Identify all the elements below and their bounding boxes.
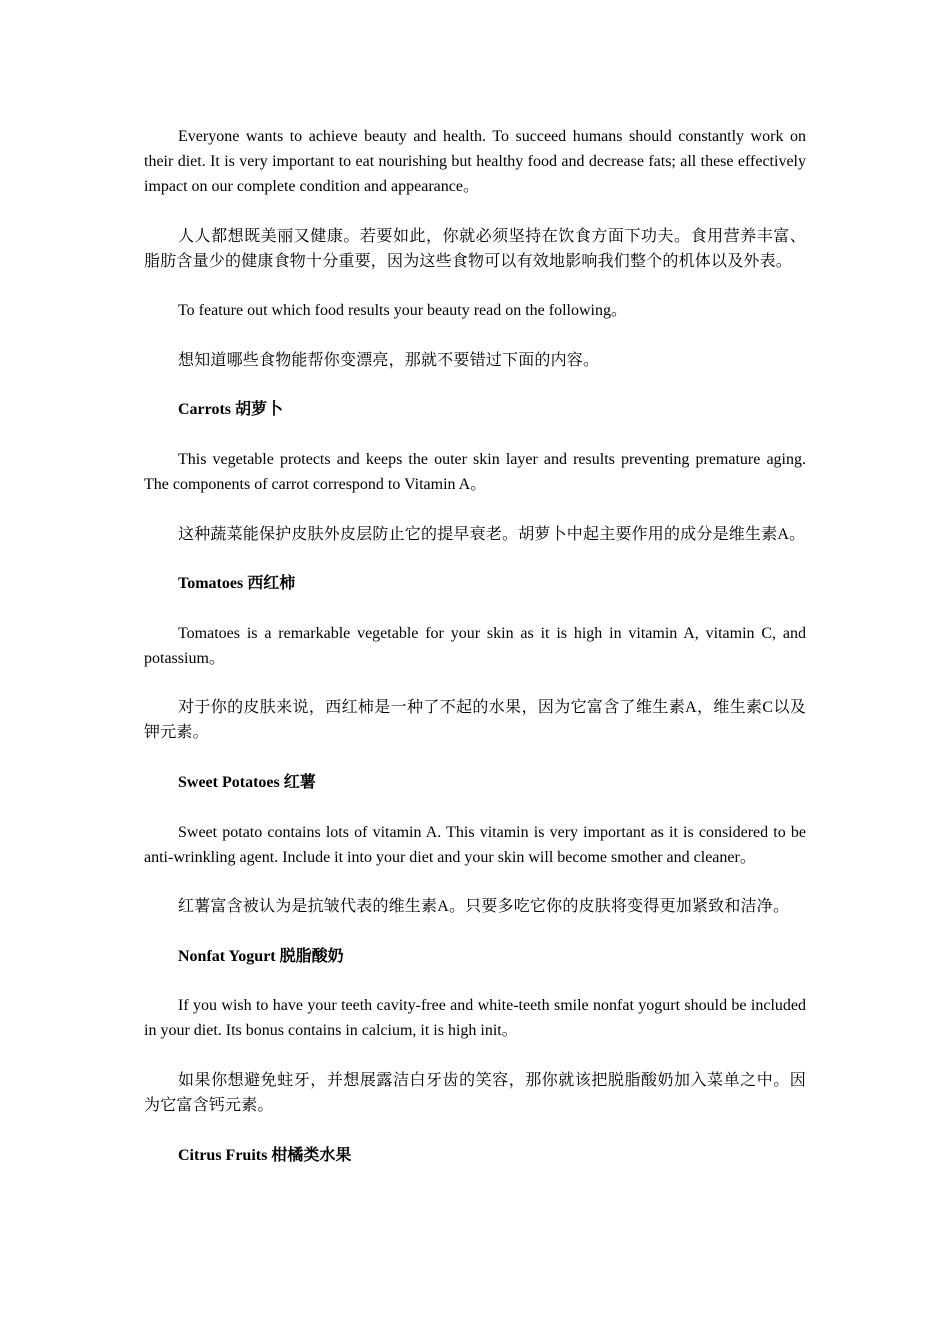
sweet-potatoes-paragraph-en: Sweet potato contains lots of vitamin A. This vitamin is very important as it is considered to be anti-wrinkling agent. Include it into your diet and your skin will become smother and cleaner。 (144, 823, 806, 866)
document-page (144, 124, 806, 1192)
section-heading-carrots: Carrots 胡萝卜 (178, 401, 284, 419)
carrots-paragraph-en: This vegetable protects and keeps the outer skin layer and results preventing premature aging. The components of carrot correspond to Vitamin A。 (144, 450, 806, 493)
nonfat-yogurt-paragraph-en: If you wish to have your teeth cavity-free and white-teeth smile nonfat yogurt should be included in your diet. Its bonus contains in calcium, it is high init。 (144, 997, 806, 1040)
sweet-potatoes-paragraph-zh: 红薯富含被认为是抗皱代表的维生素A。只要多吃它你的皮肤将变得更加紧致和洁净。 (178, 898, 790, 916)
section-heading-tomatoes: Tomatoes 西红柿 (178, 575, 296, 593)
section-heading-citrus-fruits: Citrus Fruits 柑橘类水果 (178, 1146, 352, 1164)
section-heading-nonfat-yogurt: Nonfat Yogurt 脱脂酸奶 (178, 947, 344, 965)
tomatoes-paragraph-zh: 对于你的皮肤来说，西红柿是一种了不起的水果，因为它富含了维生素A，维生素C以及钾元素。 (144, 699, 806, 742)
lead-in-paragraph-en: To feature out which food results your beauty read on the following。 (178, 302, 627, 320)
intro-paragraph-en: Everyone wants to achieve beauty and health. To succeed humans should constantly work on their diet. It is very important to eat nourishing but healthy food and decrease fats; all these effectively impact on our complete condition and appearance。 (144, 128, 806, 195)
lead-in-paragraph-zh: 想知道哪些食物能帮你变漂亮，那就不要错过下面的内容。 (178, 351, 600, 369)
nonfat-yogurt-paragraph-zh: 如果你想避免蛀牙，并想展露洁白牙齿的笑容，那你就该把脱脂酸奶加入菜单之中。因为它富含钙元素。 (144, 1071, 806, 1114)
tomatoes-paragraph-en: Tomatoes is a remarkable vegetable for your skin as it is high in vitamin A, vitamin C, and potassium。 (144, 624, 806, 667)
section-heading-sweet-potatoes: Sweet Potatoes 红薯 (178, 773, 316, 791)
intro-paragraph-zh: 人人都想既美丽又健康。若要如此，你就必须坚持在饮食方面下功夫。食用营养丰富、脂肪含量少的健康食物十分重要，因为这些食物可以有效地影响我们整个的机体以及外表。 (144, 227, 806, 270)
carrots-paragraph-zh: 这种蔬菜能保护皮肤外皮层防止它的提早衰老。胡萝卜中起主要作用的成分是维生素A。 (178, 525, 806, 543)
